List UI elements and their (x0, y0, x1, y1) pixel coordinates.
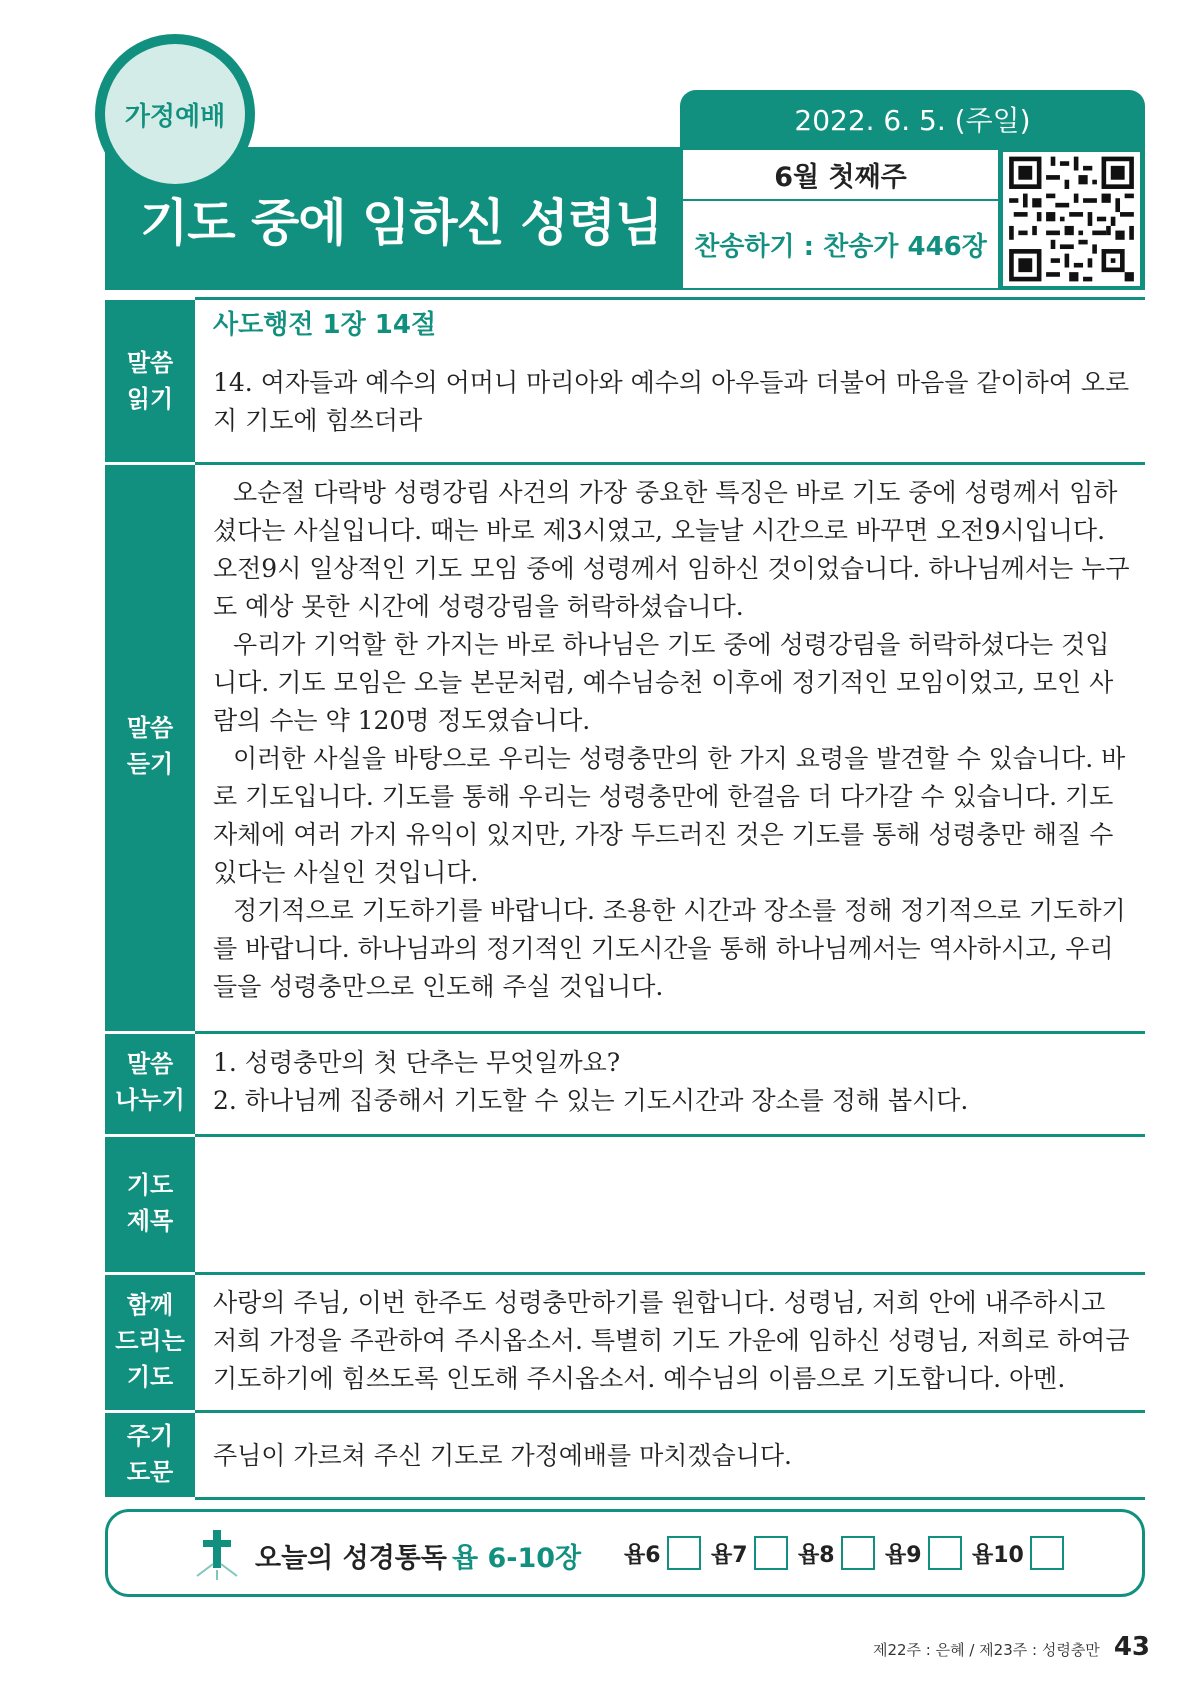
reading-check-item[interactable] (624, 1536, 701, 1570)
reading-check-item[interactable] (972, 1536, 1064, 1570)
label-line: 말씀 (126, 1050, 174, 1078)
label-line: 주기 (126, 1422, 174, 1450)
section-label-lords-prayer (105, 1418, 195, 1490)
section-label-common-prayer (105, 1287, 195, 1395)
cross-icon (193, 1530, 241, 1584)
qr-code[interactable] (1003, 152, 1140, 286)
row-divider (195, 462, 1145, 465)
reading-check-item[interactable] (885, 1536, 962, 1570)
scripture-verse: 14. 여자들과 예수의 어머니 마리아와 예수의 아우들과 더불어 마음을 같이하여 오로지 기도에 힘쓰더라 (213, 368, 1130, 435)
discussion-question: 2. 하나님께 집중해서 기도할 수 있는 기도시간과 장소를 정해 봅시다. (213, 1086, 969, 1115)
sermon-paragraph: 우리가 기억할 한 가지는 바로 하나님은 기도 중에 성령강림을 허락하셨다는 것입니다. 기도 모임은 오늘 본문처럼, 예수님승천 이후에 정기적인 모임이었고, 모인 사람의 수는 약 120명 정도였습니다. (213, 630, 1114, 735)
page-number: 43 (1113, 1632, 1150, 1662)
sermon-content (213, 474, 1133, 1006)
reading-check-item[interactable] (798, 1536, 875, 1570)
reading-check-label: 욥6 (624, 1542, 661, 1568)
qr-code-image (1003, 152, 1140, 286)
page-footer (873, 1632, 1150, 1662)
date-text: 2022. 6. 5. (주일) (794, 103, 1031, 137)
label-divider (105, 1134, 195, 1137)
label-divider (105, 1410, 195, 1413)
row-divider (195, 1134, 1145, 1137)
footer-topics: 제22주 : 은혜 / 제23주 : 성령충만 (872, 1641, 1100, 1659)
sharing-content (213, 1044, 1133, 1120)
page-title: 기도 중에 임하신 성령님 (140, 194, 663, 252)
label-line: 말씀 (126, 714, 174, 742)
section-label-sharing (105, 1046, 195, 1118)
reading-plan-title: 오늘의 성경통독 (255, 1543, 447, 1574)
common-prayer-text: 사랑의 주님, 이번 한주도 성령충만하기를 원합니다. 성령님, 저희 안에 내주하시고 저희 가정을 주관하여 주시옵소서. 특별히 기도 가운에 임하신 성령님, 저희로 하여금 기도하기에 힘쓰도록 인도해 주시옵소서. 예수님의 이름으로 기도합니다. 아멘. (213, 1288, 1130, 1393)
label-line: 말씀 (126, 349, 174, 377)
label-line: 제목 (126, 1207, 174, 1235)
badge-label: 가정예배 (105, 44, 245, 184)
row-divider (195, 1410, 1145, 1413)
reading-check-label: 욥10 (972, 1542, 1024, 1568)
checkbox[interactable] (928, 1536, 962, 1570)
section-label-reading (105, 345, 195, 417)
checkbox[interactable] (667, 1536, 701, 1570)
label-line: 듣기 (126, 750, 174, 778)
checkbox[interactable] (754, 1536, 788, 1570)
label-divider (105, 1031, 195, 1034)
label-line: 도문 (126, 1458, 174, 1486)
hymn-label: 찬송하기 : 찬송가 446장 (694, 232, 987, 262)
discussion-question: 1. 성령충만의 첫 단추는 무엇일까요? (213, 1048, 621, 1077)
row-divider (195, 297, 1145, 300)
lords-prayer-text: 주님이 가르쳐 주신 기도로 가정예배를 마치겠습니다. (213, 1441, 792, 1470)
label-line: 기도 (126, 1363, 174, 1391)
label-line: 읽기 (126, 385, 174, 413)
label-line: 기도 (126, 1171, 174, 1199)
reading-check-label: 욥9 (885, 1542, 922, 1568)
scripture-reference: 사도행전 1장 14절 (213, 310, 437, 340)
checkbox[interactable] (1030, 1536, 1064, 1570)
sermon-paragraph: 정기적으로 기도하기를 바랍니다. 조용한 시간과 장소를 정해 정기적으로 기도하기를 바랍니다. 하나님과의 정기적인 기도시간을 통해 하나님께서는 역사하시고, 우리들을 성령충만으로 인도해 주실 것입니다. (213, 896, 1126, 1001)
label-divider (105, 1272, 195, 1275)
row-divider (195, 1497, 1145, 1500)
week-label: 6월 첫째주 (683, 150, 998, 201)
sermon-paragraph: 이러한 사실을 바탕으로 우리는 성령충만의 한 가지 요령을 발견할 수 있습니다. 바로 기도입니다. 기도를 통해 우리는 성령충만에 한걸음 더 다가갈 수 있습니다. 기도 자체에 여러 가지 유익이 있지만, 가장 두드러진 것은 기도를 통해 성령충만 해질 수 있다는 사실인 것입니다. (213, 744, 1126, 887)
section-label-listening (105, 710, 195, 782)
row-divider (195, 1272, 1145, 1275)
reading-plan-range: 욥 6-10장 (452, 1543, 582, 1574)
prayer-topics-field[interactable] (213, 1145, 1133, 1265)
label-divider (105, 462, 195, 465)
reading-content (213, 306, 1133, 440)
date-bar (680, 90, 1145, 147)
row-divider (195, 1031, 1145, 1034)
section-label-prayer-topics (105, 1167, 195, 1239)
reading-check-label: 욥7 (711, 1542, 748, 1568)
reading-check-item[interactable] (711, 1536, 788, 1570)
sermon-paragraph: 오순절 다락방 성령강림 사건의 가장 중요한 특징은 바로 기도 중에 성령께서 임하셨다는 사실입니다. 때는 바로 제3시였고, 오늘날 시간으로 바꾸면 오전9시입니다. 오전9시 일상적인 기도 모임 중에 성령께서 임하신 것이었습니다. 하나님께서는 누구도 예상 못한 시간에 성령강림을 허락하셨습니다. (213, 478, 1130, 621)
checkbox[interactable] (841, 1536, 875, 1570)
label-line: 나누기 (115, 1086, 185, 1114)
label-line: 함께 (126, 1291, 174, 1319)
reading-check-label: 욥8 (798, 1542, 835, 1568)
label-line: 드리는 (115, 1327, 185, 1355)
